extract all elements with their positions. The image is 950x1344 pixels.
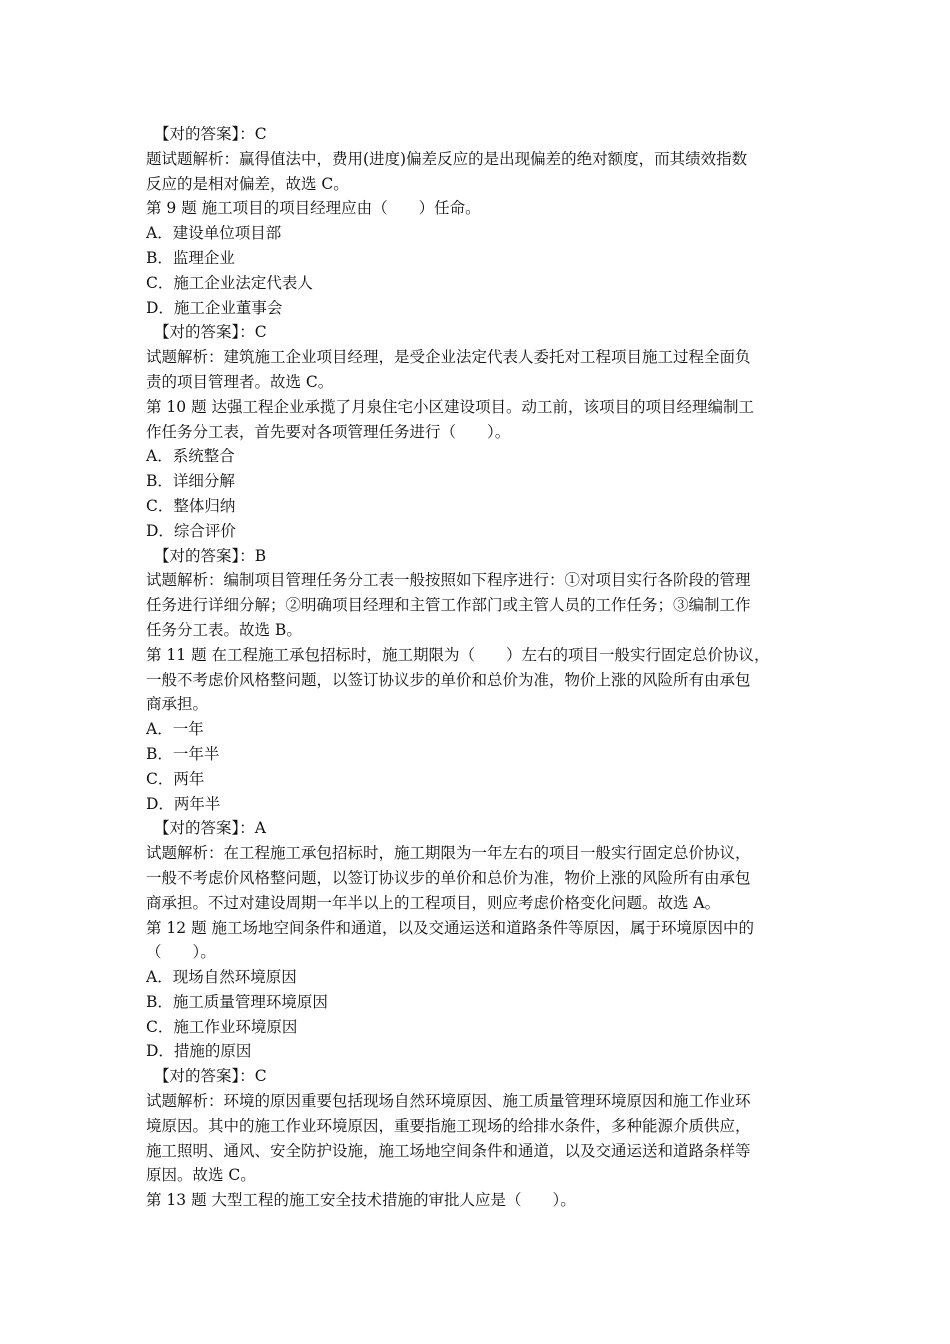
text-line: 试题解析：编制项目管理任务分工表一般按照如下程序进行：①对项目实行各阶段的管理 <box>146 571 751 590</box>
answer-line: 【对的答案】：B <box>154 546 267 565</box>
text-line: （ ）。 <box>146 943 216 962</box>
answer-line: 【对的答案】：C <box>154 323 267 342</box>
text-line: 题试题解析：赢得值法中，费用(进度)偏差反应的是出现偏差的绝对额度，而其绩效指数 <box>146 149 748 168</box>
text-line: 第 11 题 在工程施工承包招标时，施工期限为（ ）左右的项目一般实行固定总价协议， <box>146 645 770 664</box>
answer-line: 【对的答案】：A <box>154 819 266 838</box>
text-line: 商承担。不过对建设周期一年半以上的工程项目，则应考虑价格变化问题。故选 A。 <box>146 893 721 912</box>
text-line: 试题解析：在工程施工承包招标时，施工期限为一年左右的项目一般实行固定总价协议， <box>146 844 751 863</box>
text-line: 境原因。其中的施工作业环境原因，重要指施工现场的给排水条件，多种能源介质供应， <box>146 1116 751 1135</box>
document-page <box>146 122 814 1213</box>
text-line: 试题解析：建筑施工企业项目经理，是受企业法定代表人委托对工程项目施工过程全面负 <box>146 348 751 367</box>
text-line: A．系统整合 <box>146 447 235 466</box>
text-line: 一般不考虑价风格整问题，以签订协议步的单价和总价为准，物价上涨的风险所有由承包 <box>146 670 751 689</box>
answer-line: 【对的答案】：C <box>154 125 267 143</box>
text-line: 第 13 题 大型工程的施工安全技术措施的审批人应是（ ）。 <box>146 1191 576 1210</box>
text-line: 责的项目管理者。故选 C。 <box>146 372 334 391</box>
text-line: C．施工企业法定代表人 <box>146 273 313 292</box>
text-line: B．一年半 <box>146 744 220 763</box>
text-line: 试题解析：环境的原因重要包括现场自然环境原因、施工质量管理环境原因和施工作业环 <box>146 1092 751 1111</box>
text-line: 第 10 题 达强工程企业承揽了月泉住宅小区建设项目。动工前，该项目的项目经理编制工 <box>146 397 755 416</box>
text-line: D．综合评价 <box>146 521 236 540</box>
text-line: A．现场自然环境原因 <box>146 968 297 987</box>
text-line: C．整体归纳 <box>146 496 236 515</box>
text-line: B．监理企业 <box>146 248 235 267</box>
text-line: A．建设单位项目部 <box>146 224 282 243</box>
text-line: 原因。故选 C。 <box>146 1166 256 1185</box>
text-line: 第 12 题 施工场地空间条件和通道，以及交通运送和道路条件等原因，属于环境原因中的 <box>146 918 755 937</box>
text-line: 一般不考虑价风格整问题，以签订协议步的单价和总价为准，物价上涨的风险所有由承包 <box>146 868 751 887</box>
text-line: B．施工质量管理环境原因 <box>146 992 328 1011</box>
text-line: 反应的是相对偏差，故选 C。 <box>146 174 349 193</box>
text-line: C．两年 <box>146 769 205 788</box>
text-line: D．两年半 <box>146 794 221 813</box>
text-line: 商承担。 <box>146 695 209 714</box>
text-line: B．详细分解 <box>146 472 235 491</box>
text-line: D．措施的原因 <box>146 1042 252 1061</box>
text-line: 作任务分工表，首先要对各项管理任务进行（ ）。 <box>146 422 511 441</box>
text-line: 第 9 题 施工项目的项目经理应由（ ）任命。 <box>146 199 481 218</box>
text-line: C．施工作业环境原因 <box>146 1017 298 1036</box>
text-line: A．一年 <box>146 720 204 739</box>
answer-line: 【对的答案】：C <box>154 1067 267 1086</box>
text-line: 施工照明、通风、安全防护设施，施工场地空间条件和通道，以及交通运送和道路条样等 <box>146 1141 751 1160</box>
text-line: D．施工企业董事会 <box>146 298 283 317</box>
text-line: 任务进行详细分解；②明确项目经理和主管工作部门或主管人员的工作任务；③编制工作 <box>146 596 751 615</box>
text-line: 任务分工表。故选 B。 <box>146 620 302 639</box>
